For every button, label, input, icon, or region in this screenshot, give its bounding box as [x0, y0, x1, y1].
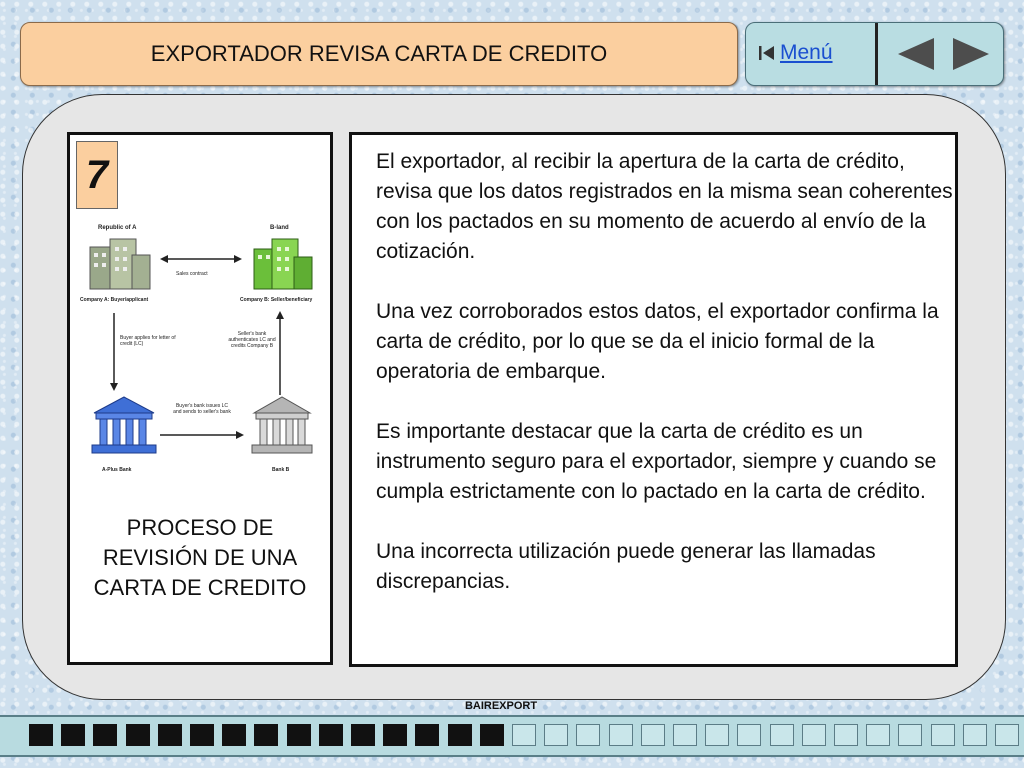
- progress-cell[interactable]: [544, 724, 568, 746]
- letter-of-credit-diagram: [76, 217, 330, 489]
- progress-cell[interactable]: [93, 724, 117, 746]
- top-left-title: Republic of A: [98, 225, 137, 231]
- page-title: EXPORTADOR REVISA CARTA DE CREDITO: [150, 41, 608, 66]
- progress-cell[interactable]: [126, 724, 150, 746]
- progress-cell[interactable]: [287, 724, 311, 746]
- building-a-icon: [90, 239, 150, 289]
- progress-cell[interactable]: [319, 724, 343, 746]
- progress-cell[interactable]: [641, 724, 665, 746]
- progress-cell[interactable]: [963, 724, 987, 746]
- bottom-right-label: Bank B: [272, 467, 290, 473]
- title-banner: [20, 22, 738, 86]
- building-b-icon: [254, 239, 312, 289]
- progress-cell[interactable]: [995, 724, 1019, 746]
- progress-cell[interactable]: [673, 724, 697, 746]
- progress-cell[interactable]: [61, 724, 85, 746]
- progress-cell[interactable]: [737, 724, 761, 746]
- right-arrow-label: Seller's bank authenticates LC and credits Company B: [228, 331, 276, 349]
- slide-number: 7: [76, 141, 118, 209]
- paragraph-1: El exportador, al recibir la apertura de la carta de crédito, revisa que los datos registrados en la misma sean coherentes con los pactados en su momento de acuerdo al envío de la cotización.: [376, 150, 953, 263]
- progress-cell[interactable]: [898, 724, 922, 746]
- bank-a-icon: [92, 397, 156, 453]
- text-panel: [349, 132, 958, 667]
- progress-cell[interactable]: [609, 724, 633, 746]
- progress-cell[interactable]: [834, 724, 858, 746]
- nav-panel: [745, 22, 1004, 86]
- progress-cell[interactable]: [222, 724, 246, 746]
- prev-arrow-icon[interactable]: [896, 36, 936, 72]
- diagram-caption: PROCESO DE REVISIÓN DE UNA CARTA DE CREDITO: [93, 515, 307, 600]
- progress-cell[interactable]: [254, 724, 278, 746]
- progress-cell[interactable]: [705, 724, 729, 746]
- progress-cell[interactable]: [576, 724, 600, 746]
- progress-cell[interactable]: [383, 724, 407, 746]
- progress-cell[interactable]: [29, 724, 53, 746]
- sales-contract-arrow: [160, 255, 242, 263]
- progress-cell[interactable]: [480, 724, 504, 746]
- bottom-arrow-label: Buyer's bank issues LC and sends to seller's bank: [173, 403, 231, 415]
- progress-cell[interactable]: [770, 724, 794, 746]
- menu-label[interactable]: Menú: [780, 41, 833, 64]
- paragraph-3: Es importante destacar que la carta de crédito es un instrumento seguro para el exportador, siempre y cuando se cumpla estrictamente con lo pactado en la carta de crédito.: [376, 420, 937, 503]
- progress-cell[interactable]: [415, 724, 439, 746]
- next-arrow-icon[interactable]: [951, 36, 991, 72]
- diagram-panel: [67, 132, 333, 665]
- progress-cell[interactable]: [158, 724, 182, 746]
- buyer-applies-arrow: [110, 313, 118, 391]
- progress-cell[interactable]: [512, 724, 536, 746]
- top-left-label: Company A: Buyer/applicant: [80, 297, 149, 303]
- top-right-title: B-land: [270, 225, 289, 231]
- progress-cell[interactable]: [351, 724, 375, 746]
- first-page-icon: [758, 44, 776, 62]
- progress-cell[interactable]: [448, 724, 472, 746]
- top-arrow-label: Sales contract: [176, 271, 208, 277]
- bank-b-icon: [252, 397, 312, 453]
- paragraph-4: Una incorrecta utilización puede generar las llamadas discrepancias.: [376, 540, 876, 593]
- paragraph-2: Una vez corroborados estos datos, el exportador confirma la carta de crédito, por lo que se da el inicio formal de la operatoria de embarque.: [376, 300, 939, 383]
- nav-divider: [875, 23, 878, 85]
- slide-progress-bar: [0, 715, 1024, 757]
- left-arrow-label: Buyer applies for letter of credit (LC): [120, 335, 176, 347]
- menu-link[interactable]: [758, 41, 833, 65]
- issues-lc-arrow: [160, 431, 244, 439]
- bottom-left-label: A-Plus Bank: [102, 467, 132, 473]
- progress-cell[interactable]: [802, 724, 826, 746]
- progress-cell[interactable]: [190, 724, 214, 746]
- footer-label: BAIREXPORT: [464, 700, 538, 712]
- progress-cell[interactable]: [931, 724, 955, 746]
- progress-cell[interactable]: [866, 724, 890, 746]
- top-right-label: Company B: Seller/beneficiary: [240, 297, 313, 303]
